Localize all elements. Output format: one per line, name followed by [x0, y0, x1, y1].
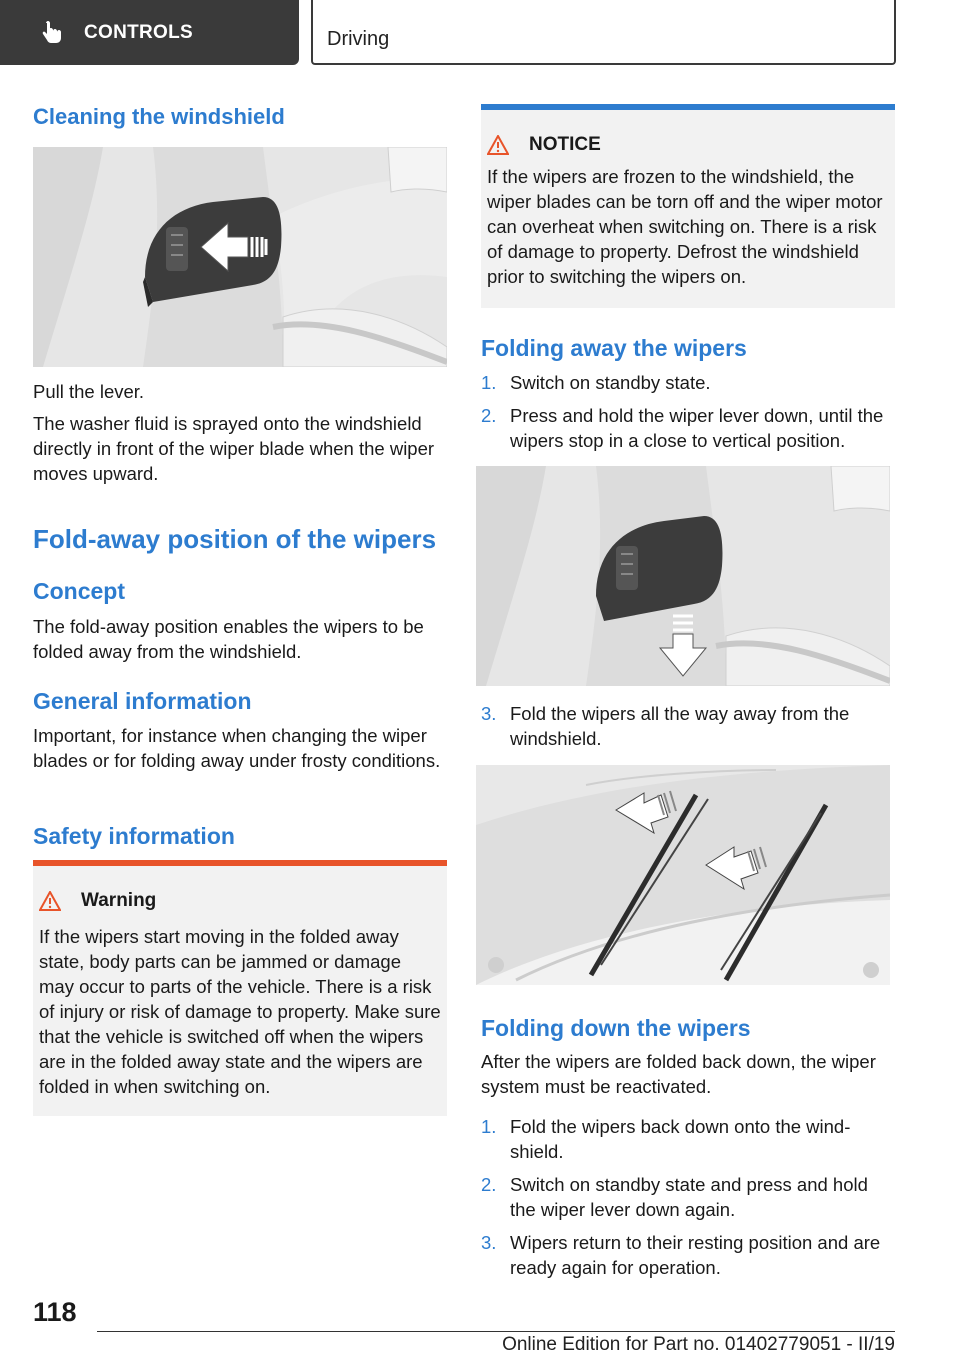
wipers-folded-image [476, 765, 890, 985]
notice-title-row [487, 134, 889, 156]
folding-away-steps [481, 370, 895, 461]
notice-triangle-icon [487, 135, 509, 155]
safety-info-heading: Safety information [33, 823, 235, 849]
warning-box [33, 860, 447, 1116]
folding-down-steps [481, 1114, 895, 1288]
washer-fluid-text: The washer fluid is sprayed onto the windshield directly in front of the wiper blade when the wiper moves upward. [33, 413, 435, 484]
edition-footer: Online Edition for Part no. 01402779051 - II/19 [502, 1334, 895, 1355]
folding-down-heading: Folding down the wipers [481, 1015, 751, 1041]
warning-triangle-icon [39, 891, 61, 911]
footer-divider [97, 1331, 895, 1332]
chapter-label: Driving [327, 28, 390, 50]
list-item: 3. Wipers return to their resting position and are ready again for operation. [481, 1232, 881, 1278]
warning-title: Warning [81, 890, 157, 911]
page-number: 118 [33, 1297, 77, 1327]
general-info-text: Important, for instance when changing the wiper blades or for folding away under frosty conditions. [33, 725, 441, 771]
list-item: 1. Fold the wipers back down onto the windshield. [481, 1116, 851, 1162]
concept-heading: Concept [33, 578, 125, 604]
lever-down-image [476, 466, 890, 686]
chapter-bar [311, 0, 896, 65]
list-item: 2. Press and hold the wiper lever down, until the wipers stop in a close to vertical position. [481, 405, 884, 451]
warning-text: If the wipers start moving in the folded away state, body parts can be jammed or damage may occur to parts of the vehicle. There is a risk of injury or risk of damage to property. Make sure that the vehicle is switched off when the wipers are in the folded away state and the wipers are folded in when switching on. [39, 926, 441, 1097]
list-item: 1. Switch on standby state. [481, 372, 711, 393]
warning-title-row [39, 890, 441, 912]
section-label: CONTROLS [84, 21, 194, 43]
foldaway-heading: Fold-away position of the wipers [33, 524, 437, 554]
list-item: 2. Switch on standby state and press and hold the wiper lever down again. [481, 1174, 868, 1220]
pull-lever-text: Pull the lever. [33, 381, 145, 402]
section-tab [0, 0, 299, 65]
notice-title: NOTICE [529, 134, 601, 155]
folding-down-text: After the wipers are folded back down, the wiper system must be reactivated. [481, 1051, 876, 1097]
notice-box [481, 104, 895, 308]
list-item: 3. Fold the wipers all the way away from the windshield. [481, 703, 850, 749]
concept-text: The fold-away position enables the wipers to be folded away from the windshield. [33, 616, 424, 662]
general-info-heading: General information [33, 688, 252, 714]
folding-away-step-3 [481, 701, 895, 759]
notice-text: If the wipers are frozen to the windshield, the wiper blades can be torn off and the wiper motor can overheat when switching on. There is a risk of damage to property. Defrost the windshield prior to switching the wipers on. [487, 166, 883, 287]
cleaning-heading: Cleaning the windshield [33, 104, 285, 129]
folding-away-heading: Folding away the wipers [481, 335, 747, 361]
hand-pointer-icon [40, 21, 64, 45]
washer-lever-image [33, 147, 447, 367]
